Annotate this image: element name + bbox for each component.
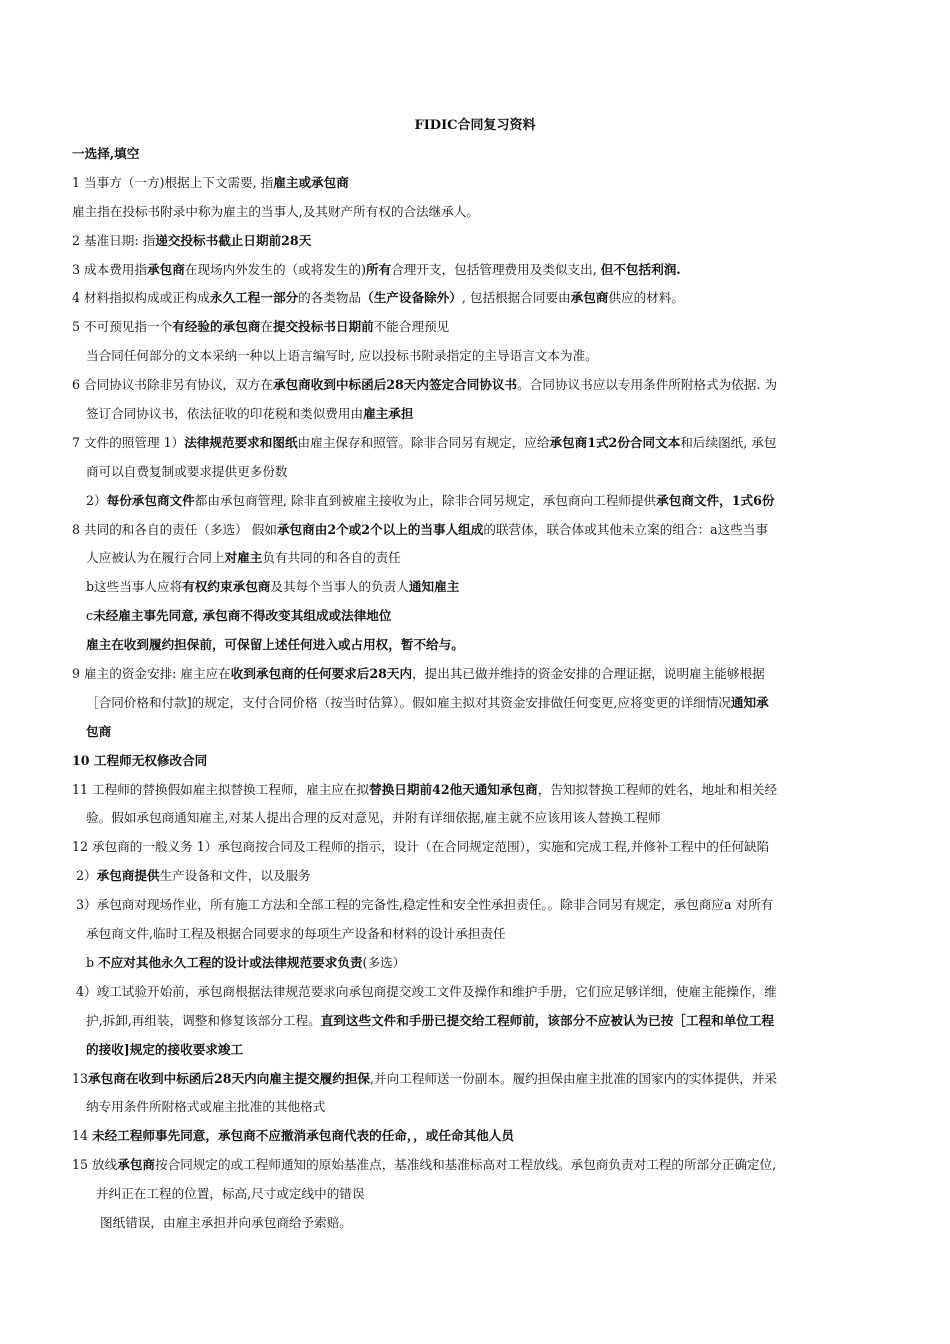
text-run: 负有共同的和各自的责任	[262, 550, 401, 566]
bold-text-run: 通知承	[730, 694, 769, 710]
text-line	[72, 862, 878, 891]
text-line	[72, 1065, 878, 1094]
bold-text-run: 提交投标书日期前	[272, 319, 374, 335]
text-line	[72, 1151, 878, 1180]
text-run: 纳专用条件所附格式或雇主批准的其他格式	[86, 1099, 326, 1115]
bold-text-run: 雇主或承包商	[273, 174, 349, 190]
text-line	[72, 1036, 878, 1065]
text-run: 的联营体，联合体或其他未立案的组合：a这些当事	[483, 521, 768, 537]
bold-text-run: 有经验的承包商	[172, 319, 261, 335]
text-line	[72, 169, 878, 198]
text-run: 5 不可预见指一个	[72, 319, 173, 335]
text-line	[72, 1093, 878, 1122]
bold-text-run: 雇主承担	[363, 406, 414, 422]
text-line	[72, 978, 878, 1007]
bold-text-run: 不应对其他永久工程的设计或法律规范要求负责	[98, 954, 363, 970]
text-line	[72, 342, 878, 371]
bold-text-run: 承包商文件，1式6份	[656, 492, 775, 508]
text-run: 并纠正在工程的位置，标高,尺寸或定线中的错误	[96, 1186, 365, 1202]
bold-text-run: 替换日期前42他天通知承包商	[369, 781, 538, 797]
document-body	[72, 140, 878, 1238]
text-run: ，提出其已做并维持的资金安排的合理证据，说明雇主能够根据	[412, 666, 765, 682]
text-line	[72, 920, 878, 949]
text-line	[72, 227, 878, 256]
text-run: 4）竣工试验开始前，承包商根据法律规范要求向承包商提交竣工文件及操作和维护手册，它们应足够详细，使雇主能操作，维	[76, 983, 777, 999]
text-line	[72, 1007, 878, 1036]
text-run: 3）承包商对现场作业，所有施工方法和全部工程的完备性,稳定性和安全性承担责任。。除非合同另有规定，承包商应a 对所有	[76, 897, 774, 913]
text-run: 7 文件的照管理 1）	[72, 434, 185, 450]
bold-text-run: 雇主在收到履约担保前，可保留上述任何进入或占用权，暂不给与。	[86, 637, 464, 653]
document-title: FIDIC合同复习资料	[414, 118, 536, 133]
text-line	[72, 487, 878, 516]
text-line	[72, 631, 878, 660]
bold-text-run: 包商	[86, 723, 112, 739]
bold-text-run: 承包商提供	[96, 868, 160, 884]
text-run: 图纸错误，由雇主承担并向承包商给予索赔。	[100, 1214, 352, 1230]
text-run: 人应被认为在履行合同上	[86, 550, 225, 566]
text-line	[72, 516, 878, 545]
text-run: 12 承包商的一般义务 1）承包商按合同及工程师的指示，设计（在合同规定范围），实施和完成工程,并修补工程中的任何缺陷	[72, 839, 770, 855]
text-run: , 包括根据合同要由	[461, 290, 571, 306]
text-line	[72, 776, 878, 805]
bold-text-run: 未经雇主事先同意, 承包商不得改变其组成或法律地位	[93, 608, 392, 624]
bold-text-run: 的接收]规定的接收要求竣工	[86, 1041, 244, 1057]
text-run: 都由承包商管理, 除非直到被雇主接收为止，除非合同另规定，承包商向工程师提供	[194, 492, 657, 508]
bold-text-run: 直到这些文件和手册已提交给工程师前，该部分不应被认为已按［工程和单位工程	[320, 1012, 775, 1028]
text-run: 承包商文件,临时工程及根据合同要求的每项生产设备和材料的设计承担责任	[86, 926, 506, 942]
text-line	[72, 313, 878, 342]
text-run: 当合同任何部分的文本采纳一种以上语言编写时, 应以投标书附录指定的主导语言文本为准。	[86, 348, 598, 364]
text-run: 4 材料指拟构成或正构成	[72, 290, 210, 306]
bold-text-run: 法律规范要求和图纸	[184, 434, 298, 450]
text-line	[72, 1180, 878, 1209]
text-run: 9 雇主的资金安排: 雇主应在	[72, 666, 231, 682]
text-run: 生产设备和文件，以及服务	[159, 868, 311, 884]
text-line	[72, 256, 878, 285]
text-line	[72, 833, 878, 862]
text-run: 2 基准日期: 指	[72, 232, 156, 248]
text-line	[72, 602, 878, 631]
text-line	[72, 573, 878, 602]
bold-text-run: 但不包括利润.	[600, 261, 681, 277]
text-run: 2）	[76, 868, 97, 884]
text-run: 验。假如承包商通知雇主,对某人提出合理的反对意见，并附有详细依据,雇主就不应该用该人替换工程师	[86, 810, 661, 826]
text-line	[72, 198, 878, 227]
text-run: 由雇主保存和照管。除非合同另有规定，应给	[297, 434, 550, 450]
text-run: ，告知拟替换工程师的姓名，地址和相关经	[537, 781, 778, 797]
text-line	[72, 371, 878, 400]
text-run: b	[86, 954, 99, 970]
bold-text-run: 永久工程一部分	[209, 290, 299, 306]
bold-text-run: 收到承包商的任何要求后28天内	[230, 666, 413, 682]
bold-text-run: 承包商	[117, 1157, 155, 1173]
bold-text-run: 承包商收到中标函后28天内签定合同协议书	[272, 377, 518, 393]
text-line	[72, 1209, 878, 1238]
text-run: 护,拆卸,再组装，调整和修复该部分工程。	[86, 1012, 321, 1028]
bold-text-run: 对雇主	[224, 550, 263, 566]
text-line	[72, 804, 878, 833]
bold-text-run: 承包商	[570, 290, 609, 306]
bold-text-run: 承包商由2个或2个以上的当事人组成	[276, 521, 484, 537]
text-run: 供应的材料。	[608, 290, 684, 306]
text-run: 签订合同协议书，依法征收的印花税和类似费用由	[86, 406, 364, 422]
text-run: 3 成本费用指	[72, 261, 147, 277]
text-line	[72, 718, 878, 747]
text-line	[72, 660, 878, 689]
text-run: 在	[260, 319, 273, 335]
text-line	[72, 140, 878, 169]
text-line	[72, 284, 878, 313]
text-run: 商可以自费复制或要求提供更多份数	[86, 463, 288, 479]
text-run: 8 共同的和各自的责任（多选） 假如	[72, 521, 277, 537]
text-run: 11 工程师的替换假如雇主拟替换工程师，雇主应在拟	[72, 781, 370, 797]
text-line	[72, 400, 878, 429]
text-line	[72, 429, 878, 458]
text-line	[72, 949, 878, 978]
text-line	[72, 747, 878, 776]
text-run: 。合同协议书应以专用条件所附格式为依据. 为	[517, 377, 778, 393]
text-run: ［合同价格和付款]的规定，支付合同价格（按当时估算）。假如雇主拟对其资金安排做任何变更,应将变更的详细情况	[86, 694, 731, 710]
text-line	[72, 891, 878, 920]
text-line	[72, 544, 878, 573]
bold-text-run: 通知雇主	[408, 579, 460, 595]
bold-text-run: 10 工程师无权修改合同	[72, 752, 208, 768]
bold-text-run: 承包商1式2份合同文本	[549, 434, 681, 450]
text-run: 6 合同协议书除非另有协议，双方在	[72, 377, 273, 393]
text-run: b这些当事人应将	[86, 579, 183, 595]
bold-text-run: 所有	[366, 261, 392, 277]
text-run: 按合同规定的或工程师通知的原始基准点，基准线和基准标高对工程放线。承包商负责对工程的所部分正确定位,	[155, 1157, 777, 1173]
text-line	[72, 689, 878, 718]
text-run: 不能合理预见	[373, 319, 450, 335]
text-run: (多选）	[362, 954, 406, 970]
text-run: c	[86, 608, 94, 624]
bold-text-run: 承包商	[147, 261, 185, 277]
bold-text-run: 未经工程师事先同意，承包商不应撤消承包商代表的任命，，或任命其他人员	[92, 1128, 514, 1144]
bold-text-run: 每份承包商文件	[106, 492, 195, 508]
text-run: 及其每个当事人的负责人	[270, 579, 409, 595]
text-run: 2）	[86, 492, 107, 508]
text-run: 在现场内外发生的（或将发生的)	[184, 261, 367, 277]
text-line	[72, 458, 878, 487]
bold-text-run: （生产设备除外）	[361, 290, 462, 306]
text-run: 14	[72, 1128, 93, 1144]
text-run: 13	[72, 1070, 89, 1086]
text-run: 的各类物品	[298, 290, 362, 306]
text-run: 1 当事方（一方)根据上下文需要, 指	[72, 174, 274, 190]
bold-text-run: 承包商在收到中标函后28天内向雇主提交履约担保	[88, 1070, 371, 1086]
text-run: ,并向工程师送一份副本。履约担保由雇主批准的国家内的实体提供，并采	[370, 1070, 778, 1086]
bold-text-run: 递交投标书截止日期前28天	[155, 232, 312, 248]
text-run: 15 放线	[72, 1157, 118, 1173]
text-run: 和后续图纸, 承包	[680, 434, 777, 450]
text-run: 雇主指在投标书附录中称为雇主的当事人,及其财产所有权的合法继承人。	[72, 203, 480, 219]
bold-text-run: 有权约束承包商	[182, 579, 271, 595]
text-run: 合理开支，包括管理费用及类似支出,	[391, 261, 601, 277]
bold-text-run: 一选择,填空	[72, 146, 140, 161]
text-line	[72, 1122, 878, 1151]
